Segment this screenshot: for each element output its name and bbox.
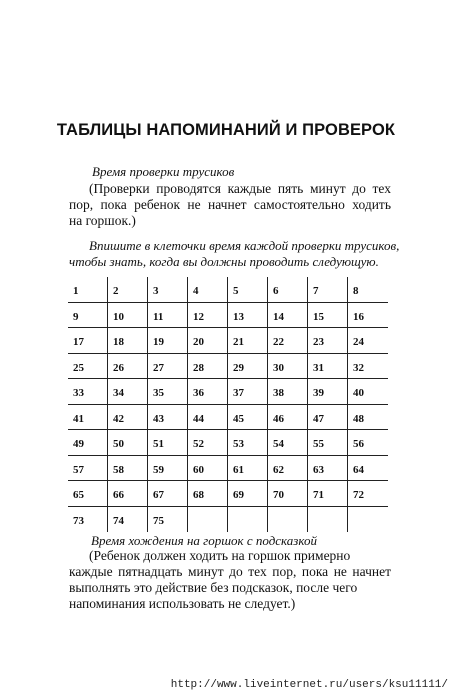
table-cell: 70 [268, 481, 308, 507]
table-cell: 13 [228, 303, 268, 329]
instruction-line: чтобы знать, когда вы должны проводить следующую. [69, 254, 379, 269]
table-cell: 31 [308, 354, 348, 380]
table-cell: 66 [108, 481, 148, 507]
table-cell: 21 [228, 328, 268, 354]
table-cell: 56 [348, 430, 388, 456]
table-cell: 62 [268, 456, 308, 482]
table-cell: 26 [108, 354, 148, 380]
table-cell: 36 [188, 379, 228, 405]
table-cell: 22 [268, 328, 308, 354]
table-cell: 72 [348, 481, 388, 507]
table-cell: 40 [348, 379, 388, 405]
table-cell: 74 [108, 507, 148, 533]
table-cell: 29 [228, 354, 268, 380]
table-cell: 14 [268, 303, 308, 329]
table-cell: 3 [148, 277, 188, 303]
table-cell: 6 [268, 277, 308, 303]
table-cell: 63 [308, 456, 348, 482]
check-times-table [68, 277, 388, 532]
table-cell: 57 [68, 456, 108, 482]
table-cell: 73 [68, 507, 108, 533]
table-cell: 52 [188, 430, 228, 456]
table-cell: 68 [188, 481, 228, 507]
table-cell: 20 [188, 328, 228, 354]
table-cell: 28 [188, 354, 228, 380]
table-cell: 24 [348, 328, 388, 354]
section-body-potty [69, 548, 391, 612]
table-cell: 46 [268, 405, 308, 431]
table-cell: 38 [268, 379, 308, 405]
table-cell: 43 [148, 405, 188, 431]
table-cell: 54 [268, 430, 308, 456]
table-cell: 30 [268, 354, 308, 380]
table-cell: 17 [68, 328, 108, 354]
table-cell: 18 [108, 328, 148, 354]
table-cell: 47 [308, 405, 348, 431]
table-cell: 37 [228, 379, 268, 405]
table-cell: 45 [228, 405, 268, 431]
table-cell: 32 [348, 354, 388, 380]
table-cell: 49 [68, 430, 108, 456]
table-cell: 2 [108, 277, 148, 303]
table-cell [308, 507, 348, 533]
source-url: http://www.liveinternet.ru/users/ksu11111/ [170, 679, 448, 691]
body-line: пор, пока ребенок не начнет самостоятельно ходить [69, 197, 391, 212]
table-cell: 53 [228, 430, 268, 456]
table-cell: 44 [188, 405, 228, 431]
table-cell: 64 [348, 456, 388, 482]
page-title: ТАБЛИЦЫ НАПОМИНАНИЙ И ПРОВЕРОК [56, 121, 396, 139]
table-cell: 7 [308, 277, 348, 303]
table-cell: 55 [308, 430, 348, 456]
table-cell: 39 [308, 379, 348, 405]
table-cell: 11 [148, 303, 188, 329]
table-cell: 61 [228, 456, 268, 482]
table-cell: 50 [108, 430, 148, 456]
table-cell: 8 [348, 277, 388, 303]
table-cell: 41 [68, 405, 108, 431]
body-line: напоминания использовать не следует.) [69, 596, 296, 611]
table-cell: 25 [68, 354, 108, 380]
table-cell: 27 [148, 354, 188, 380]
body-line: выполнять это действие без подсказок, после чего [69, 580, 358, 595]
body-line: (Проверки проводятся каждые пять минут до тех [89, 181, 391, 196]
table-cell: 58 [108, 456, 148, 482]
table-cell: 69 [228, 481, 268, 507]
section-heading-checks: Время проверки трусиков [92, 164, 235, 179]
table-cell: 71 [308, 481, 348, 507]
table-cell: 35 [148, 379, 188, 405]
table-cell: 34 [108, 379, 148, 405]
instruction-line: Впишите в клеточки время каждой проверки трусиков, [89, 238, 400, 253]
body-line: на горшок.) [69, 213, 136, 228]
table-cell: 15 [308, 303, 348, 329]
table-cell: 75 [148, 507, 188, 533]
table-cell: 60 [188, 456, 228, 482]
table-cell [228, 507, 268, 533]
table-cell: 9 [68, 303, 108, 329]
table-cell: 23 [308, 328, 348, 354]
table-cell: 10 [108, 303, 148, 329]
table-cell: 51 [148, 430, 188, 456]
table-cell: 67 [148, 481, 188, 507]
table-cell: 16 [348, 303, 388, 329]
section-heading-potty: Время хождения на горшок с подсказкой [91, 533, 317, 548]
table-cell: 19 [148, 328, 188, 354]
table-cell: 42 [108, 405, 148, 431]
table-cell: 48 [348, 405, 388, 431]
body-line: каждые пятнадцать минут до тех пор, пока не начнет [69, 564, 391, 579]
table-cell [348, 507, 388, 533]
table-cell: 12 [188, 303, 228, 329]
instruction-text [69, 238, 400, 270]
table-cell: 5 [228, 277, 268, 303]
body-line: (Ребенок должен ходить на горшок примерно [89, 548, 351, 563]
table-cell: 33 [68, 379, 108, 405]
table-cell: 65 [68, 481, 108, 507]
table-cell [268, 507, 308, 533]
table-cell: 4 [188, 277, 228, 303]
section-body-checks [69, 181, 391, 229]
table-cell: 59 [148, 456, 188, 482]
table-cell [188, 507, 228, 533]
table-cell: 1 [68, 277, 108, 303]
